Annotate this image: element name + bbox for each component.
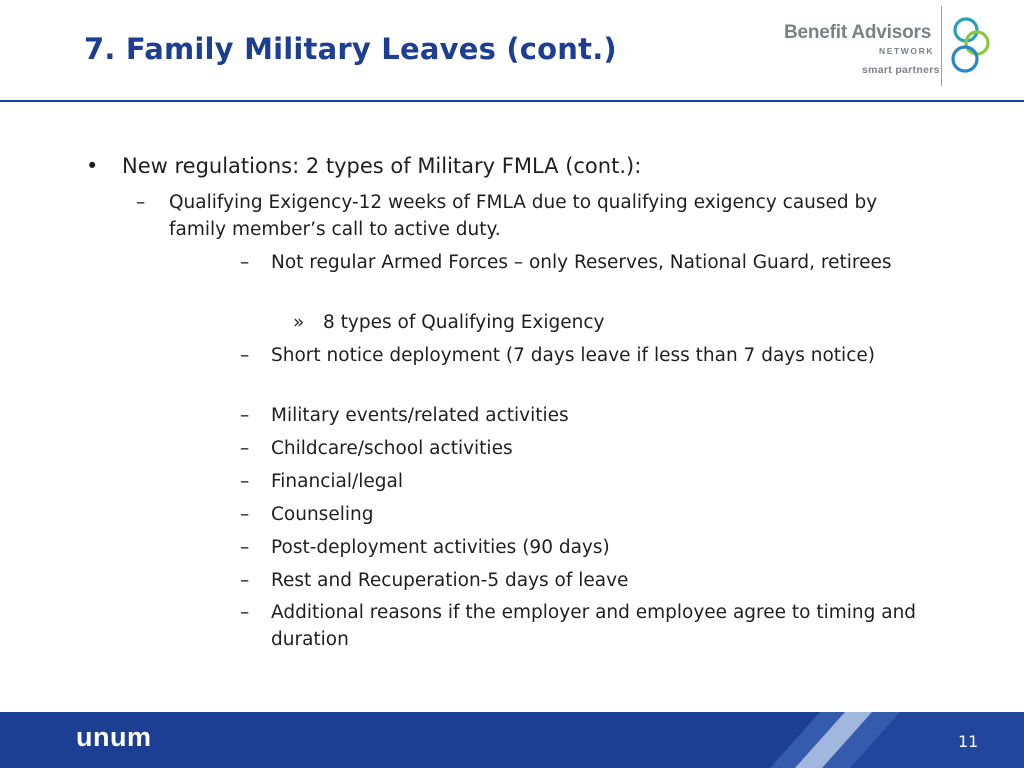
bullet-text: 8 types of Qualifying Exigency (323, 312, 605, 333)
bullet-text: Rest and Recuperation-5 days of leave (271, 570, 629, 591)
bullet-marker: – (240, 405, 250, 426)
bullet-text: Counseling (271, 504, 374, 525)
bullet-marker: » (293, 312, 305, 333)
bullet-l3 (240, 402, 971, 429)
footer-stripes-decoration (0, 712, 1024, 768)
bullet-marker: – (240, 504, 250, 525)
bullet-marker: – (240, 471, 250, 492)
logo-divider (941, 6, 942, 86)
bullet-text: Additional reasons if the employer and employee agree to timing and duration (271, 602, 917, 650)
bullet-text: Qualifying Exigency-12 weeks of FMLA due to qualifying exigency caused by family member’s call to active duty. (169, 192, 878, 240)
unum-logo: unum (76, 722, 152, 752)
bullet-l2 (136, 189, 939, 243)
bullet-l3 (240, 435, 971, 462)
bullet-marker: – (240, 252, 250, 273)
benefit-advisors-logo-icon (946, 14, 992, 80)
bullet-marker: • (86, 154, 99, 178)
bullet-marker: – (240, 570, 250, 591)
bullet-l4 (293, 309, 923, 336)
logo-network-text: NETWORK (879, 46, 935, 56)
bullet-text: Post-deployment activities (90 days) (271, 537, 610, 558)
bullet-l3 (240, 501, 971, 528)
bullet-l3 (240, 249, 961, 276)
bullet-text: Financial/legal (271, 471, 403, 492)
logo-brand-text: Benefit Advisors (784, 22, 932, 43)
bullet-marker: – (240, 602, 250, 623)
bullet-l3 (240, 468, 971, 495)
bullet-l3 (240, 599, 951, 653)
bullet-text: Childcare/school activities (271, 438, 513, 459)
bullet-text: Not regular Armed Forces – only Reserves, National Guard, retirees (271, 252, 892, 273)
bullet-marker: – (240, 438, 250, 459)
logo-tagline: smart partners (862, 64, 940, 76)
footer-bar (0, 712, 1024, 768)
slide-title: 7. Family Military Leaves (cont.) (84, 32, 617, 66)
bullet-l3 (240, 534, 971, 561)
bullet-text: Short notice deployment (7 days leave if less than 7 days notice) (271, 345, 875, 366)
bullet-l1 (86, 152, 902, 180)
bullet-marker: – (136, 192, 146, 213)
title-divider (0, 100, 1024, 102)
bullet-marker: – (240, 537, 250, 558)
bullet-l3 (240, 567, 971, 594)
bullet-l3 (240, 342, 941, 369)
page-number: 11 (958, 732, 979, 751)
bullet-text: New regulations: 2 types of Military FMLA (cont.): (122, 154, 642, 178)
bullet-text: Military events/related activities (271, 405, 569, 426)
bullet-marker: – (240, 345, 250, 366)
